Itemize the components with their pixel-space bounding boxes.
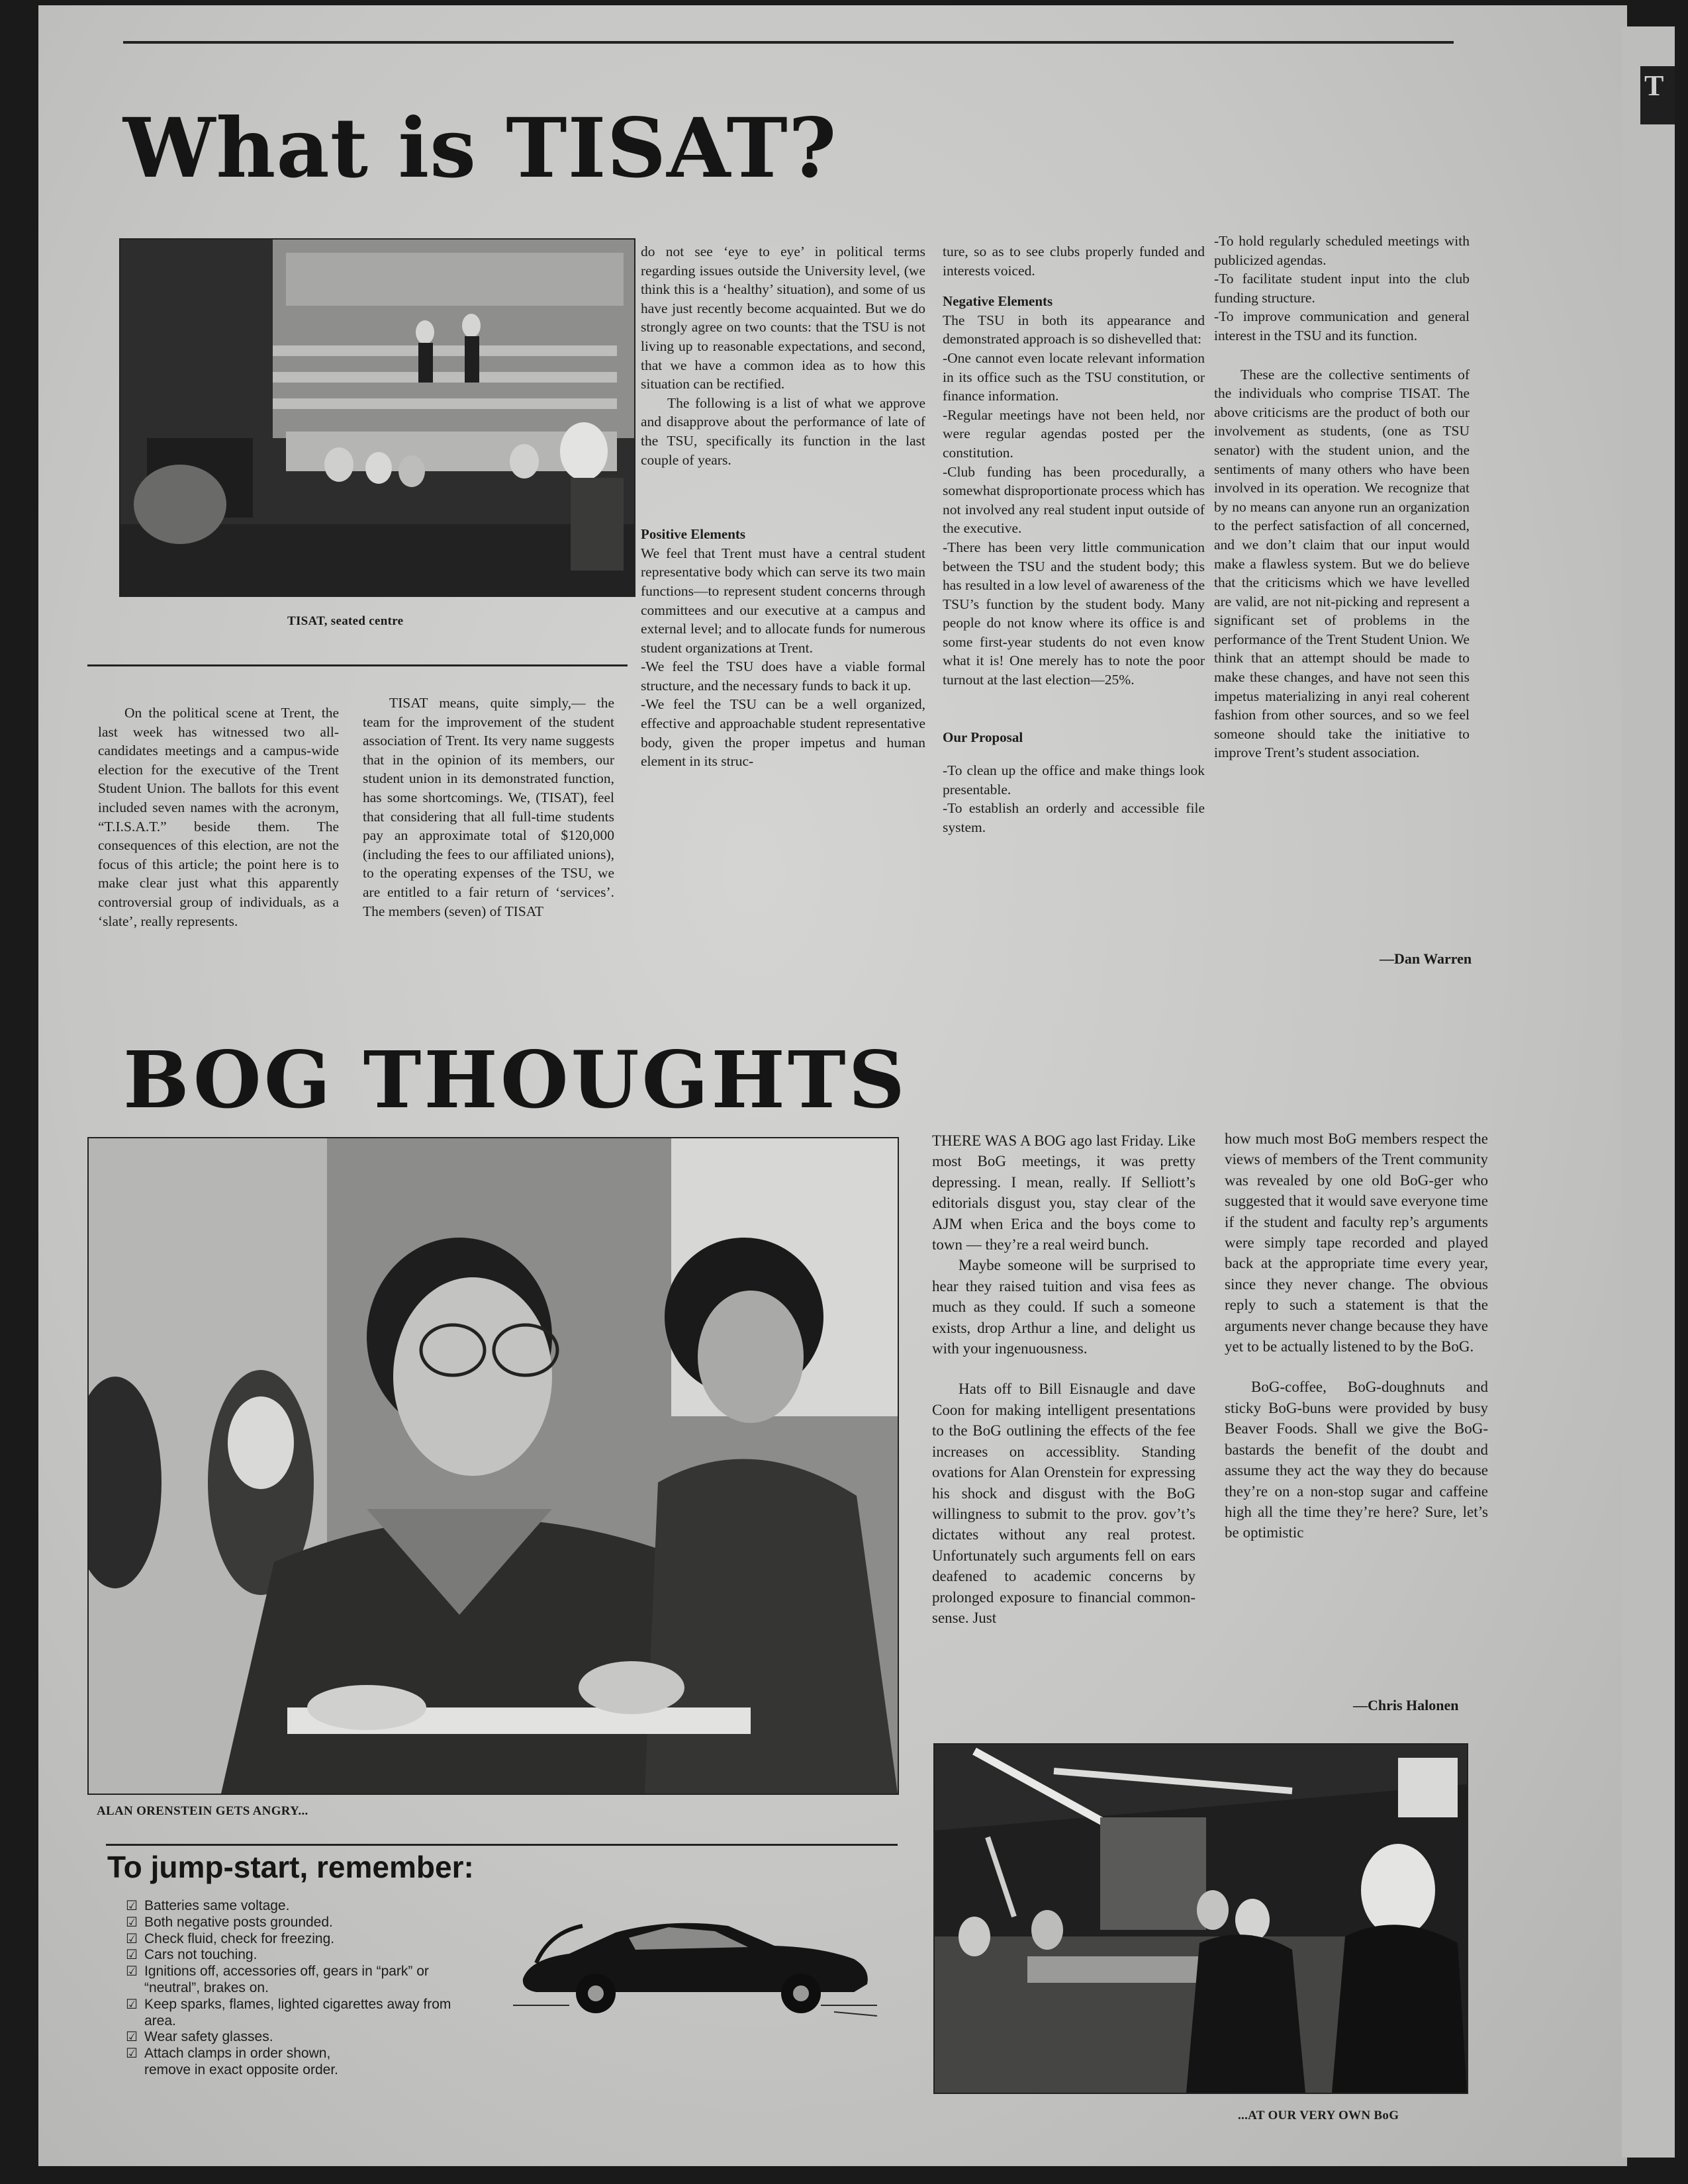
- tisat-paragraph: -Regular meetings have not been held, nor were regular agendas posted per the constitution.: [943, 406, 1205, 461]
- jump-start-ad-title: To jump-start, remember:: [107, 1850, 474, 1884]
- checklist-item-text: Batteries same voltage.: [144, 1898, 290, 1913]
- bog-paragraph: THERE WAS A BOG ago last Friday. Like most BoG meetings, it was pretty depressing. I mean, really. If Selliott’s editorials disgust you, stay clear of the AJM when Erica and the boys come to town — they’re a real weird bunch.: [932, 1132, 1196, 1253]
- tisat-photo-image: [120, 240, 634, 596]
- bog-paragraph: BoG-coffee, BoG-doughnuts and sticky BoG-buns were provided by busy Beaver Foods. Shall we give the BoG-bastards the benefit of the doubt and assume they act the way they do because they’re on a non-stop sugar and caffeine high all the time they’re here? Sure, let’s be optimistic: [1225, 1379, 1488, 1541]
- checkbox-checked-icon: ☑: [126, 1931, 138, 1946]
- ad-top-rule: [106, 1844, 898, 1846]
- checklist-item-text: Check fluid, check for freezing.: [144, 1931, 335, 1946]
- checklist-item-text: Attach clamps in order shown, remove in exact opposite order.: [144, 2046, 338, 2077]
- tisat-paragraph: ture, so as to see clubs properly funded and interests voiced.: [943, 244, 1205, 279]
- bog-meeting-photo-image: [935, 1745, 1467, 2093]
- tisat-paragraph: -To facilitate student input into the club funding structure.: [1214, 271, 1470, 306]
- bog-meeting-caption: ...AT OUR VERY OWN BoG: [1238, 2109, 1399, 2122]
- bog-paragraph: how much most BoG members respect the views of members of the Trent community was revealed by one old BoG-ger who suggested that it would save everyone time if the student and faculty rep’s arguments were simply tape recorded and played back at the appropriate time every year, since they never change. The obvious reply to such a statement is that the arguments never change because they have yet to be actually listened to by the BoG.: [1225, 1130, 1488, 1355]
- tisat-paragraph: -To hold regularly scheduled meetings with publicized agendas.: [1214, 233, 1470, 268]
- tisat-headline: What is TISAT?: [123, 101, 837, 197]
- checklist-item: [126, 2046, 343, 2079]
- tisat-paragraph: -One cannot even locate relevant information in its office such as the TSU constitution, or finance information.: [943, 349, 1205, 404]
- checklist-item: [126, 1997, 475, 2030]
- tisat-paragraph: -There has been very little communication between the TSU and the student body; this has resulted in a low level of awareness of the TSU’s function by the student body. Many people do not know where its office is and some first-year students do not even know what it is! One merely has to note the poor turnout at the last election—25%.: [943, 539, 1205, 688]
- alan-orenstein-caption: ALAN ORENSTEIN GETS ANGRY...: [97, 1804, 308, 1818]
- checklist-item: [126, 1964, 449, 1997]
- checklist-item: [126, 1947, 457, 1964]
- bog-meeting-photo: [933, 1743, 1468, 2094]
- tisat-paragraph: -To clean up the office and make things look presentable.: [943, 762, 1205, 797]
- tisat-column-1: [98, 704, 339, 931]
- checklist-item: [126, 1931, 457, 1948]
- checklist-item-text: Cars not touching.: [144, 1947, 258, 1963]
- bog-byline: —Chris Halonen: [1353, 1697, 1459, 1713]
- tisat-paragraph: We feel that Trent must have a central student representative body which can serve its two main functions—to represent student concerns through committees and our executive at a campus and external level; and to allocate funds for numerous student organizations at Trent.: [641, 545, 925, 656]
- bog-column-1: [932, 1130, 1196, 1628]
- tisat-paragraph: The following is a list of what we approve and disapprove about the performance of late of the TSU, specifically its function in the last couple of years.: [641, 394, 925, 468]
- checkbox-checked-icon: ☑: [126, 1964, 138, 1979]
- bog-column-2: [1225, 1128, 1488, 1543]
- tisat-paragraph: do not see ‘eye to eye’ in political terms regarding issues outside the University level, (we think this is a ‘healthy’ situation), and some of us have just recently become acquainted. But we do strongly agree on two counts: that the TSU is not living up to reasonable expectations, and second, that we have a common idea as to how this situation can be rectified.: [641, 244, 925, 392]
- tisat-column-5: [1214, 232, 1470, 762]
- checklist-item: [126, 1898, 457, 1915]
- checklist-item: [126, 2029, 457, 2046]
- tisat-paragraph: The TSU in both its appearance and demonstrated approach is so dishevelled that:: [943, 312, 1205, 347]
- alan-orenstein-photo: [87, 1137, 899, 1795]
- tisat-paragraph: -We feel the TSU does have a viable formal structure, and the necessary funds to back it up.: [641, 659, 925, 694]
- tisat-paragraph: -To establish an orderly and accessible file system.: [943, 800, 1205, 836]
- bog-paragraph: Hats off to Bill Eisnaugle and dave Coon for making intelligent presentations to the BoG outlining the effects of the fee increases on accessiblity. Standing ovations for Alan Orenstein for expressing his shock and disgust with the BoG willingness to submit to the prov. gov’t’s dictates without any real protest. Unfortunately such arguments fell on ears deafened to academic concerns by prolonged exposure to financial common-sense. Just: [932, 1381, 1196, 1626]
- tisat-paragraph: -To improve communication and general interest in the TSU and its function.: [1214, 308, 1470, 343]
- checkbox-checked-icon: ☑: [126, 1915, 138, 1930]
- tisat-column-2: [363, 694, 614, 921]
- alan-orenstein-photo-image: [89, 1138, 898, 1794]
- tisat-paragraph: -Club funding has been procedurally, a somewhat disproportionate process which has not involved any real student input outside of the executive.: [943, 463, 1205, 537]
- tisat-photo: [119, 238, 635, 597]
- tisat-paragraph: These are the collective sentiments of the individuals who comprise TISAT. The above criticisms are the product of both our involvement as students, (one as TSU senator) with the student union, and the sentiments of many others who have been involved in its operation. We recognize that by no means can anyone run an organization to the perfect satisfaction of all concerned, and we don’t claim that our input would make a flawless system. But we do believe that the criticisms which we have levelled are valid, are not nit-picking and represent a significant set of problems in the performance of the Trent Student Union. We think that an attempt should be made to make these changes, and have not seen this impetus materializing in anyi real coherent fashion from other sources, and so we feel someone should take the initiative to improve Trent’s student association.: [1214, 366, 1470, 761]
- tisat-column-4: [943, 242, 1205, 837]
- checkbox-checked-icon: ☑: [126, 2046, 138, 2062]
- tisat-caption-rule: [87, 664, 628, 666]
- tisat-byline: —Dan Warren: [1380, 950, 1472, 967]
- positive-elements-heading: Positive Elements: [641, 526, 746, 543]
- tisat-paragraph: On the political scene at Trent, the last week has witnessed two all-candidates meetings and a campus-wide election for the executive of the Trent Student Union. The ballots for this event included seven names with the acronym, “T.I.S.A.T.” beside them. The consequences of this election, are not the focus of this article; the point here is to make clear just what this apparently controversial group of individuals, as a ‘slate’, really represents.: [98, 705, 339, 929]
- checklist-item-text: Keep sparks, flames, lighted cigarettes away from area.: [144, 1996, 451, 2028]
- checklist-item-text: Both negative posts grounded.: [144, 1914, 333, 1930]
- car-illustration: [510, 1906, 880, 2025]
- bog-paragraph: Maybe someone will be surprised to hear they raised tuition and visa fees as much as they could. If such a someone exists, drop Arthur a line, and delight us with your ingenuousness.: [932, 1257, 1196, 1357]
- checkbox-checked-icon: ☑: [126, 2030, 138, 2045]
- top-rule: [123, 41, 1454, 44]
- adjacent-page-letter: T: [1644, 69, 1664, 102]
- tisat-photo-caption: TISAT, seated centre: [287, 614, 404, 628]
- jump-start-checklist: [126, 1898, 457, 2079]
- negative-elements-heading: Negative Elements: [943, 293, 1053, 310]
- checkbox-checked-icon: ☑: [126, 1948, 138, 1963]
- checklist-item: [126, 1915, 457, 1931]
- checkbox-checked-icon: ☑: [126, 1997, 138, 2012]
- car-icon: [510, 1906, 880, 2025]
- checkbox-checked-icon: ☑: [126, 1899, 138, 1913]
- tisat-paragraph: TISAT means, quite simply,— the team for the improvement of the student association of Trent. Its very name suggests that in the opinion of its members, our student union in its demonstrated function, has some shortcomings. We, (TISAT), feel that considering that all full-time students pay an approximate total of $120,000 (including the fees to our affiliated unions), to the operating expenses of the TSU, we are entitled to a fair return of ‘services’. The members (seven) of TISAT: [363, 695, 614, 919]
- tisat-paragraph: -We feel the TSU can be a well organized, effective and approachable student representative body, given the proper impetus and human element in its struc-: [641, 696, 925, 770]
- our-proposal-heading: Our Proposal: [943, 729, 1023, 745]
- checklist-item-text: Ignitions off, accessories off, gears in “park” or “neutral”, brakes on.: [144, 1964, 429, 1995]
- adjacent-page-edge: [1622, 26, 1675, 2158]
- bog-headline: BOG THOUGHTS: [123, 1034, 908, 1126]
- checklist-item-text: Wear safety glasses.: [144, 2029, 273, 2045]
- tisat-column-3: [641, 242, 925, 771]
